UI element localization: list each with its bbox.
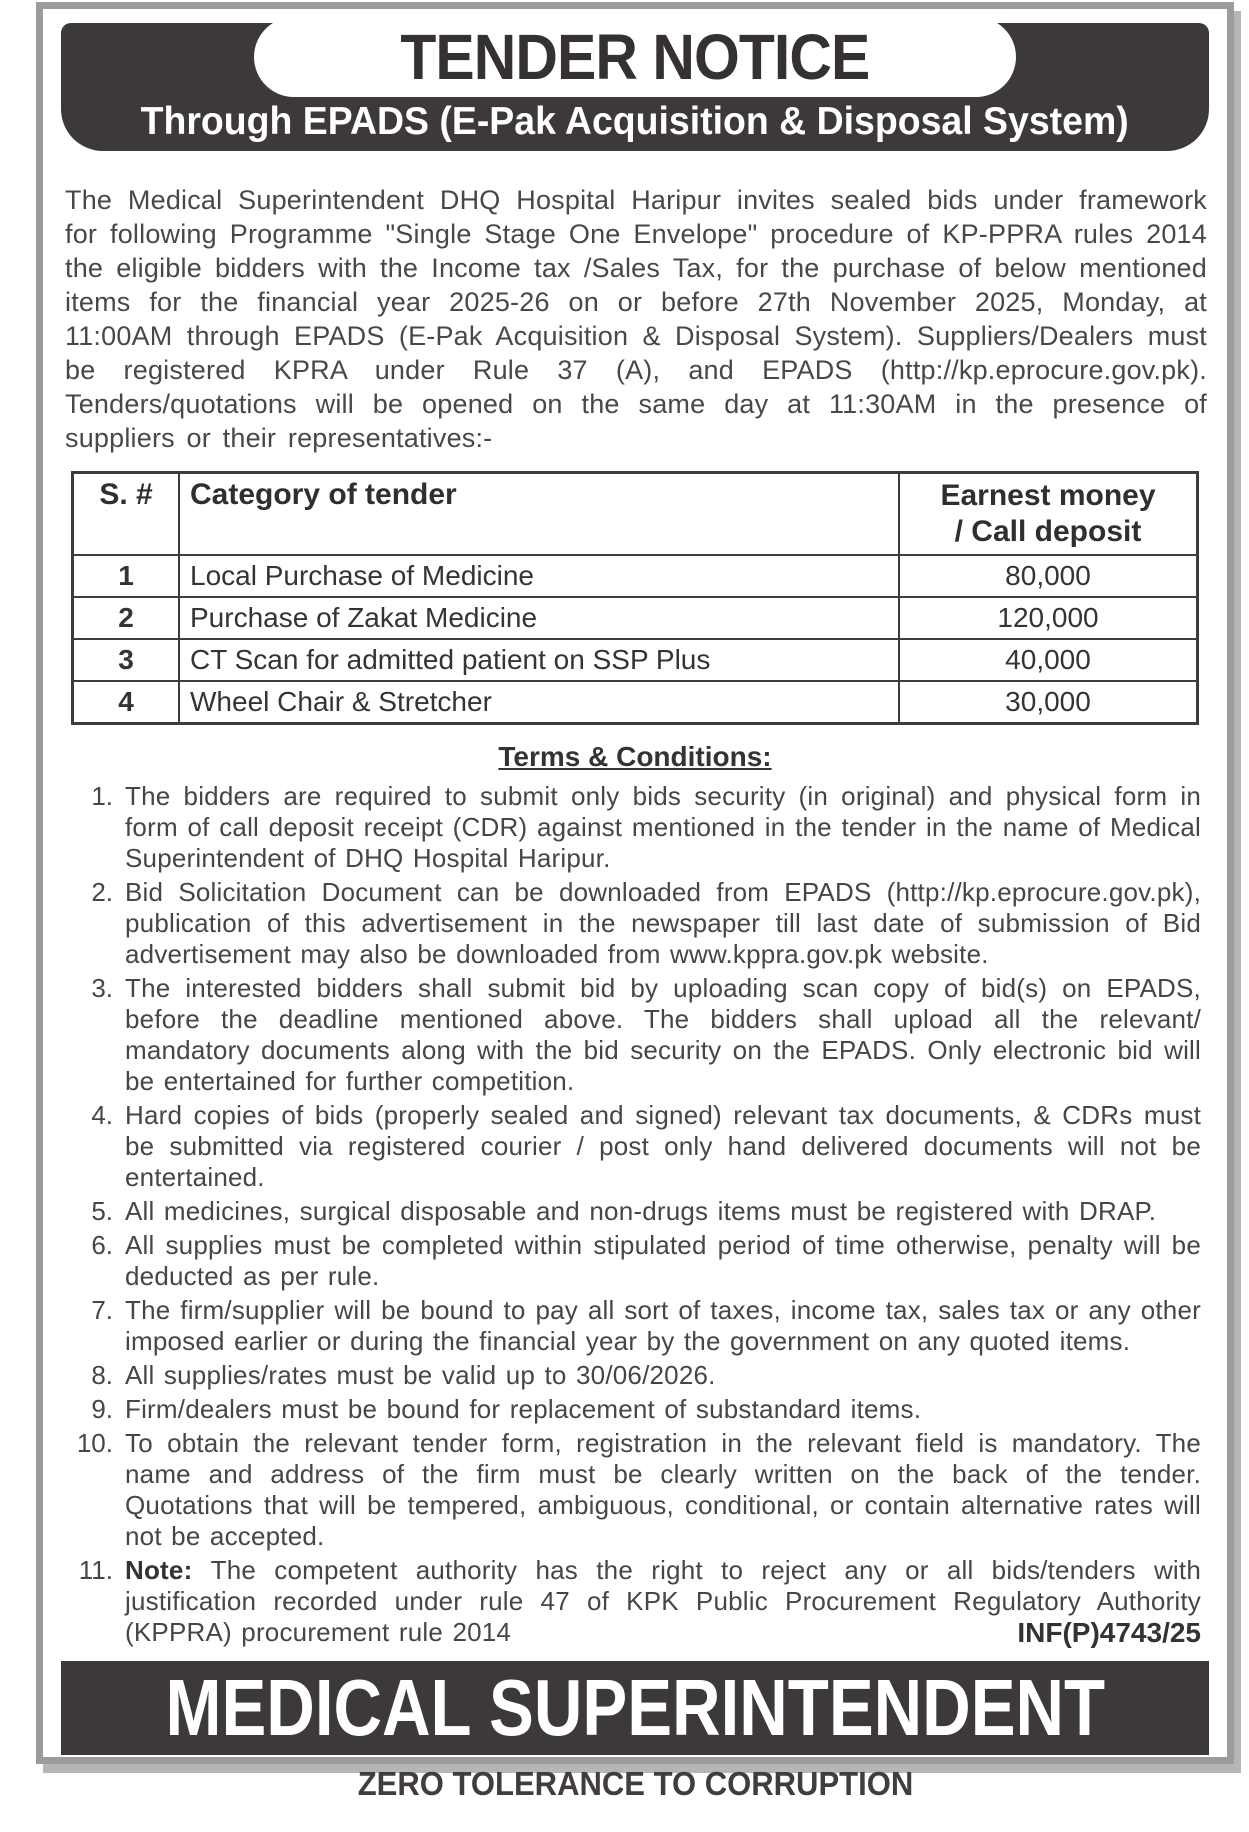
cell-amount: 120,000 [899, 597, 1198, 639]
terms-item-text: All medicines, surgical disposable and non-drugs items must be registered with DRAP. [125, 1196, 1157, 1226]
terms-item [65, 877, 1201, 970]
terms-item-number: 5. [91, 1196, 113, 1226]
signature-banner [61, 1661, 1209, 1755]
terms-item [65, 1555, 1201, 1648]
intro-paragraph: The Medical Superintendent DHQ Hospital Haripur invites sealed bids under framework for following Programme "Single Stage One Envelope" procedure of KP-PPRA rules 2014 the eligible bidders with the Income tax /Sales Tax, for the purchase of below mentioned items for the financial year 2025-26 on or before 27th November 2025, Monday, at 11:00AM through EPADS (E-Pak Acquisition & Disposal System). Suppliers/Dealers must be registered KPRA under Rule 37 (A), and EPADS (http://kp.eprocure.gov.pk). Tenders/quotations will be opened on the same day at 11:30AM in the presence of suppliers or their representatives:- [65, 185, 1207, 453]
terms-item [65, 1360, 1201, 1391]
cell-category: Local Purchase of Medicine [179, 555, 899, 597]
terms-item-number: 10. [76, 1428, 113, 1458]
terms-item-text: Bid Solicitation Document can be downloaded from EPADS (http://kp.eprocure.gov.pk), publication of this advertisement in the newspaper till last date of submission of Bid advertisement may also be downloaded from www.kppra.gov.pk website. [125, 877, 1201, 969]
tender-table-header [73, 473, 1198, 556]
table-row [73, 597, 1198, 639]
terms-item [65, 1100, 1201, 1193]
col-earnest-line2: / Call deposit [954, 515, 1142, 548]
terms-item-number: 7. [91, 1295, 113, 1325]
terms-item-text: The interested bidders shall submit bid by uploading scan copy of bid(s) on EPADS, before the deadline mentioned above. The bidders shall upload all the relevant/ mandatory documents along with the bid security on the EPADS. Only electronic bid will be entertained for further competition. [125, 973, 1201, 1096]
table-row [73, 681, 1198, 724]
terms-item-number: 6. [91, 1230, 113, 1260]
terms-item-number: 1. [91, 781, 113, 811]
cell-serial: 1 [73, 555, 180, 597]
signatory-title: MEDICAL SUPERINTENDENT [165, 1663, 1105, 1752]
cell-category: CT Scan for admitted patient on SSP Plus [179, 639, 899, 681]
terms-item-text: All supplies must be completed within stipulated period of time otherwise, penalty will be deducted as per rule. [125, 1230, 1201, 1291]
terms-item [65, 1230, 1201, 1292]
terms-item-text: The bidders are required to submit only bids security (in original) and physical form in form of call deposit receipt (CDR) against mentioned in the tender in the name of Medical Superintendent of DHQ Hospital Haripur. [125, 781, 1201, 873]
header-banner [61, 23, 1209, 151]
col-category: Category of tender [179, 473, 899, 556]
col-earnest-line1: Earnest money [940, 479, 1156, 512]
terms-item-number: 3. [91, 973, 113, 1003]
notice-title: TENDER NOTICE [400, 21, 870, 93]
terms-item-number: 9. [91, 1394, 113, 1424]
terms-item [65, 1196, 1201, 1227]
footer-slogan: ZERO TOLERANCE TO CORRUPTION [357, 1765, 913, 1802]
terms-item-number: 4. [91, 1100, 113, 1130]
col-serial: S. # [73, 473, 180, 556]
inf-reference: INF(P)4743/25 [1017, 1617, 1201, 1648]
terms-item [65, 1295, 1201, 1357]
terms-item-text: To obtain the relevant tender form, registration in the relevant field is mandatory. The name and address of the firm must be clearly written on the back of the tender. Quotations that will be tempered, ambiguous, conditional, or contain alternative rates will not be accepted. [125, 1428, 1201, 1551]
cell-category: Wheel Chair & Stretcher [179, 681, 899, 724]
terms-item-number: 2. [91, 877, 113, 907]
terms-item [65, 781, 1201, 874]
notice-subtitle: Through EPADS (E-Pak Acquisition & Disposal System) [140, 100, 1130, 143]
cell-serial: 4 [73, 681, 180, 724]
table-row [73, 639, 1198, 681]
col-earnest-money [899, 473, 1198, 556]
terms-item-number: 11. [78, 1555, 113, 1585]
tender-table [71, 471, 1199, 725]
bottom-block [59, 1651, 1211, 1805]
cell-amount: 80,000 [899, 555, 1198, 597]
terms-heading: Terms & Conditions: [498, 741, 772, 772]
tender-table-body [73, 555, 1198, 724]
terms-item-number: 8. [91, 1360, 113, 1390]
table-row [73, 555, 1198, 597]
terms-item [65, 973, 1201, 1097]
terms-item [65, 1428, 1201, 1552]
terms-item-text: Hard copies of bids (properly sealed and signed) relevant tax documents, & CDRs must be submitted via registered courier / post only hand delivered documents will not be entertained. [125, 1100, 1201, 1192]
notice-frame [36, 2, 1234, 1802]
header-row [73, 473, 1198, 556]
cell-category: Purchase of Zakat Medicine [179, 597, 899, 639]
cell-amount: 30,000 [899, 681, 1198, 724]
cell-amount: 40,000 [899, 639, 1198, 681]
terms-list [65, 781, 1201, 1651]
terms-item-text: The firm/supplier will be bound to pay all sort of taxes, income tax, sales tax or any other imposed earlier or during the financial year by the government on any quoted items. [125, 1295, 1201, 1356]
title-pill [254, 17, 1016, 97]
terms-item-text: All supplies/rates must be valid up to 30/06/2026. [125, 1360, 716, 1390]
cell-serial: 3 [73, 639, 180, 681]
terms-item [65, 1394, 1201, 1425]
terms-item-text: Note: The competent authority has the right to reject any or all bids/tenders with justification recorded under rule 47 of KPK Public Procurement Regulatory Authority (KPPRA) procurement rule 2014 INF(P)4743/25 [125, 1555, 1201, 1648]
cell-serial: 2 [73, 597, 180, 639]
terms-item-text: Firm/dealers must be bound for replacement of substandard items. [125, 1394, 922, 1424]
